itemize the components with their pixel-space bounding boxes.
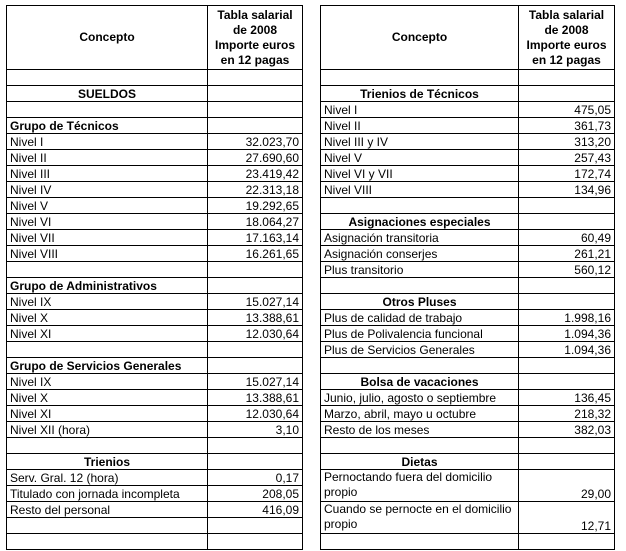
table-row (321, 470, 615, 502)
empty-cell (519, 70, 615, 86)
table-row (7, 198, 303, 214)
section-heading-row (7, 118, 303, 134)
concept-cell: Titulado con jornada incompleta (7, 486, 208, 502)
empty-cell (208, 534, 303, 550)
concept-cell: Nivel X (7, 390, 208, 406)
concept-cell: Resto del personal (7, 502, 208, 518)
concept-cell: Nivel VI y VII (321, 166, 519, 182)
blank-row (7, 438, 303, 454)
table-row (321, 502, 615, 534)
amount-cell: 172,74 (519, 166, 615, 182)
salary-table-left (6, 5, 303, 550)
concept-cell: Nivel IX (7, 294, 208, 310)
section-heading-row (321, 294, 615, 310)
empty-cell (519, 358, 615, 374)
empty-cell (519, 534, 615, 550)
concept-cell: Nivel VIII (7, 246, 208, 262)
table-row (321, 262, 615, 278)
concept-cell: Nivel III y IV (321, 134, 519, 150)
empty-cell (208, 70, 303, 86)
table-row (321, 310, 615, 326)
concept-cell: Nivel V (321, 150, 519, 166)
table-row (7, 374, 303, 390)
empty-cell (321, 438, 519, 454)
amount-cell: 19.292,65 (208, 198, 303, 214)
amount-cell: 32.023,70 (208, 134, 303, 150)
empty-cell (7, 534, 208, 550)
concept-cell: Plus de Servicios Generales (321, 342, 519, 358)
empty-cell (321, 358, 519, 374)
table-row (7, 422, 303, 438)
empty-cell (7, 438, 208, 454)
table-row (321, 342, 615, 358)
amount-cell: 18.064,27 (208, 214, 303, 230)
header-line-2: de 2008 (232, 22, 278, 37)
empty-cell (208, 358, 303, 374)
empty-cell (321, 198, 519, 214)
section-heading: SUELDOS (7, 86, 208, 102)
table-row (7, 470, 303, 486)
table-row (7, 150, 303, 166)
amount-cell: 218,32 (519, 406, 615, 422)
concept-cell: Plus de calidad de trabajo (321, 310, 519, 326)
section-heading: Bolsa de vacaciones (321, 374, 519, 390)
section-heading-row (7, 358, 303, 374)
table-row (321, 390, 615, 406)
blank-row (7, 342, 303, 358)
header-concepto: Concepto (7, 6, 208, 70)
table-row (7, 182, 303, 198)
table-header-row (7, 6, 303, 70)
amount-cell: 23.419,42 (208, 166, 303, 182)
header-line-4: en 12 pagas (532, 52, 601, 67)
empty-cell (208, 342, 303, 358)
amount-cell: 29,00 (519, 470, 615, 502)
amount-cell: 13.388,61 (208, 390, 303, 406)
section-heading: Asignaciones especiales (321, 214, 519, 230)
section-heading-row (321, 374, 615, 390)
empty-cell (208, 438, 303, 454)
amount-cell: 0,17 (208, 470, 303, 486)
amount-cell: 15.027,14 (208, 294, 303, 310)
empty-cell (519, 438, 615, 454)
empty-cell (208, 102, 303, 118)
empty-cell (519, 86, 615, 102)
blank-row (7, 262, 303, 278)
table-header-row (321, 6, 615, 70)
section-heading: Grupo de Técnicos (7, 118, 208, 134)
section-heading-row (321, 454, 615, 470)
amount-cell: 12.030,64 (208, 406, 303, 422)
table-row (7, 486, 303, 502)
concept-cell: Cuando se pernocte en el domicilio propio (321, 502, 519, 534)
section-heading: Trienios (7, 454, 208, 470)
amount-cell: 60,49 (519, 230, 615, 246)
empty-cell (519, 214, 615, 230)
header-importe (208, 6, 303, 70)
section-heading: Grupo de Administrativos (7, 278, 208, 294)
section-heading-row (321, 214, 615, 230)
table-row (7, 326, 303, 342)
table-row (7, 502, 303, 518)
section-heading-row (7, 86, 303, 102)
concept-cell: Asignación transitoria (321, 230, 519, 246)
amount-cell: 22.313,18 (208, 182, 303, 198)
table-row (321, 134, 615, 150)
concept-cell: Nivel VIII (321, 182, 519, 198)
blank-row (7, 534, 303, 550)
table-row (7, 134, 303, 150)
table-row (321, 102, 615, 118)
table-body-left (7, 70, 303, 550)
concept-cell: Asignación conserjes (321, 246, 519, 262)
header-line-1: Tabla salarial (217, 7, 293, 22)
amount-cell: 475,05 (519, 102, 615, 118)
header-line-2: de 2008 (544, 22, 589, 37)
table-row (321, 150, 615, 166)
header-importe (519, 6, 615, 70)
amount-cell: 3,10 (208, 422, 303, 438)
empty-cell (208, 278, 303, 294)
empty-cell (321, 278, 519, 294)
table-row (7, 214, 303, 230)
blank-row (7, 518, 303, 534)
amount-cell: 27.690,60 (208, 150, 303, 166)
table-row (321, 246, 615, 262)
concept-cell: Marzo, abril, mayo u octubre (321, 406, 519, 422)
header-line-1: Tabla salarial (528, 7, 605, 22)
header-concepto: Concepto (321, 6, 519, 70)
empty-cell (7, 102, 208, 118)
empty-cell (208, 118, 303, 134)
amount-cell: 382,03 (519, 422, 615, 438)
amount-cell: 13.388,61 (208, 310, 303, 326)
amount-cell: 1.998,16 (519, 310, 615, 326)
concept-cell: Junio, julio, agosto o septiembre (321, 390, 519, 406)
table-row (7, 166, 303, 182)
concept-cell: Nivel XII (hora) (7, 422, 208, 438)
concept-cell: Plus transitorio (321, 262, 519, 278)
concept-cell: Plus de Polivalencia funcional (321, 326, 519, 342)
table-row (7, 406, 303, 422)
blank-row (321, 534, 615, 550)
empty-cell (519, 294, 615, 310)
concept-cell: Nivel I (321, 102, 519, 118)
salary-table-right (320, 5, 615, 550)
blank-row (7, 102, 303, 118)
concept-cell: Nivel V (7, 198, 208, 214)
empty-cell (7, 518, 208, 534)
empty-cell (519, 454, 615, 470)
concept-cell: Nivel IX (7, 374, 208, 390)
empty-cell (7, 70, 208, 86)
blank-row (321, 198, 615, 214)
section-heading: Trienios de Técnicos (321, 86, 519, 102)
table-row (321, 118, 615, 134)
amount-cell: 16.261,65 (208, 246, 303, 262)
concept-cell: Nivel IV (7, 182, 208, 198)
table-row (321, 422, 615, 438)
amount-cell: 17.163,14 (208, 230, 303, 246)
table-row (321, 230, 615, 246)
concept-cell: Nivel II (7, 150, 208, 166)
empty-cell (519, 198, 615, 214)
amount-cell: 136,45 (519, 390, 615, 406)
table-row (321, 166, 615, 182)
empty-cell (208, 454, 303, 470)
empty-cell (519, 278, 615, 294)
amount-cell: 208,05 (208, 486, 303, 502)
concept-cell: Resto de los meses (321, 422, 519, 438)
concept-cell: Nivel I (7, 134, 208, 150)
amount-cell: 361,73 (519, 118, 615, 134)
table-row (7, 230, 303, 246)
empty-cell (519, 374, 615, 390)
section-heading-row (321, 86, 615, 102)
empty-cell (321, 534, 519, 550)
amount-cell: 12,71 (519, 502, 615, 534)
amount-cell: 1.094,36 (519, 342, 615, 358)
section-heading: Grupo de Servicios Generales (7, 358, 208, 374)
table-row (7, 390, 303, 406)
blank-row (321, 438, 615, 454)
table-row (321, 326, 615, 342)
concept-cell: Nivel XI (7, 326, 208, 342)
amount-cell: 1.094,36 (519, 326, 615, 342)
table-row (321, 406, 615, 422)
empty-cell (7, 262, 208, 278)
concept-cell: Pernoctando fuera del domicilio propio (321, 470, 519, 502)
header-line-3: Importe euros (214, 37, 295, 52)
amount-cell: 12.030,64 (208, 326, 303, 342)
concept-cell: Nivel II (321, 118, 519, 134)
section-heading: Otros Pluses (321, 294, 519, 310)
table-row (321, 182, 615, 198)
concept-cell: Nivel X (7, 310, 208, 326)
amount-cell: 416,09 (208, 502, 303, 518)
empty-cell (321, 70, 519, 86)
empty-cell (208, 86, 303, 102)
amount-cell: 313,20 (519, 134, 615, 150)
section-heading: Dietas (321, 454, 519, 470)
empty-cell (7, 342, 208, 358)
amount-cell: 257,43 (519, 150, 615, 166)
concept-cell: Nivel III (7, 166, 208, 182)
concept-cell: Nivel VI (7, 214, 208, 230)
amount-cell: 134,96 (519, 182, 615, 198)
empty-cell (208, 518, 303, 534)
concept-cell: Nivel VII (7, 230, 208, 246)
section-heading-row (7, 454, 303, 470)
blank-row (321, 358, 615, 374)
header-line-4: en 12 pagas (220, 52, 290, 67)
blank-row (321, 278, 615, 294)
blank-row (7, 70, 303, 86)
table-row (7, 294, 303, 310)
amount-cell: 560,12 (519, 262, 615, 278)
table-row (7, 310, 303, 326)
blank-row (321, 70, 615, 86)
header-line-3: Importe euros (526, 37, 607, 52)
table-row (7, 246, 303, 262)
amount-cell: 261,21 (519, 246, 615, 262)
table-body-right (321, 70, 615, 550)
concept-cell: Nivel XI (7, 406, 208, 422)
concept-cell: Serv. Gral. 12 (hora) (7, 470, 208, 486)
section-heading-row (7, 278, 303, 294)
amount-cell: 15.027,14 (208, 374, 303, 390)
empty-cell (208, 262, 303, 278)
